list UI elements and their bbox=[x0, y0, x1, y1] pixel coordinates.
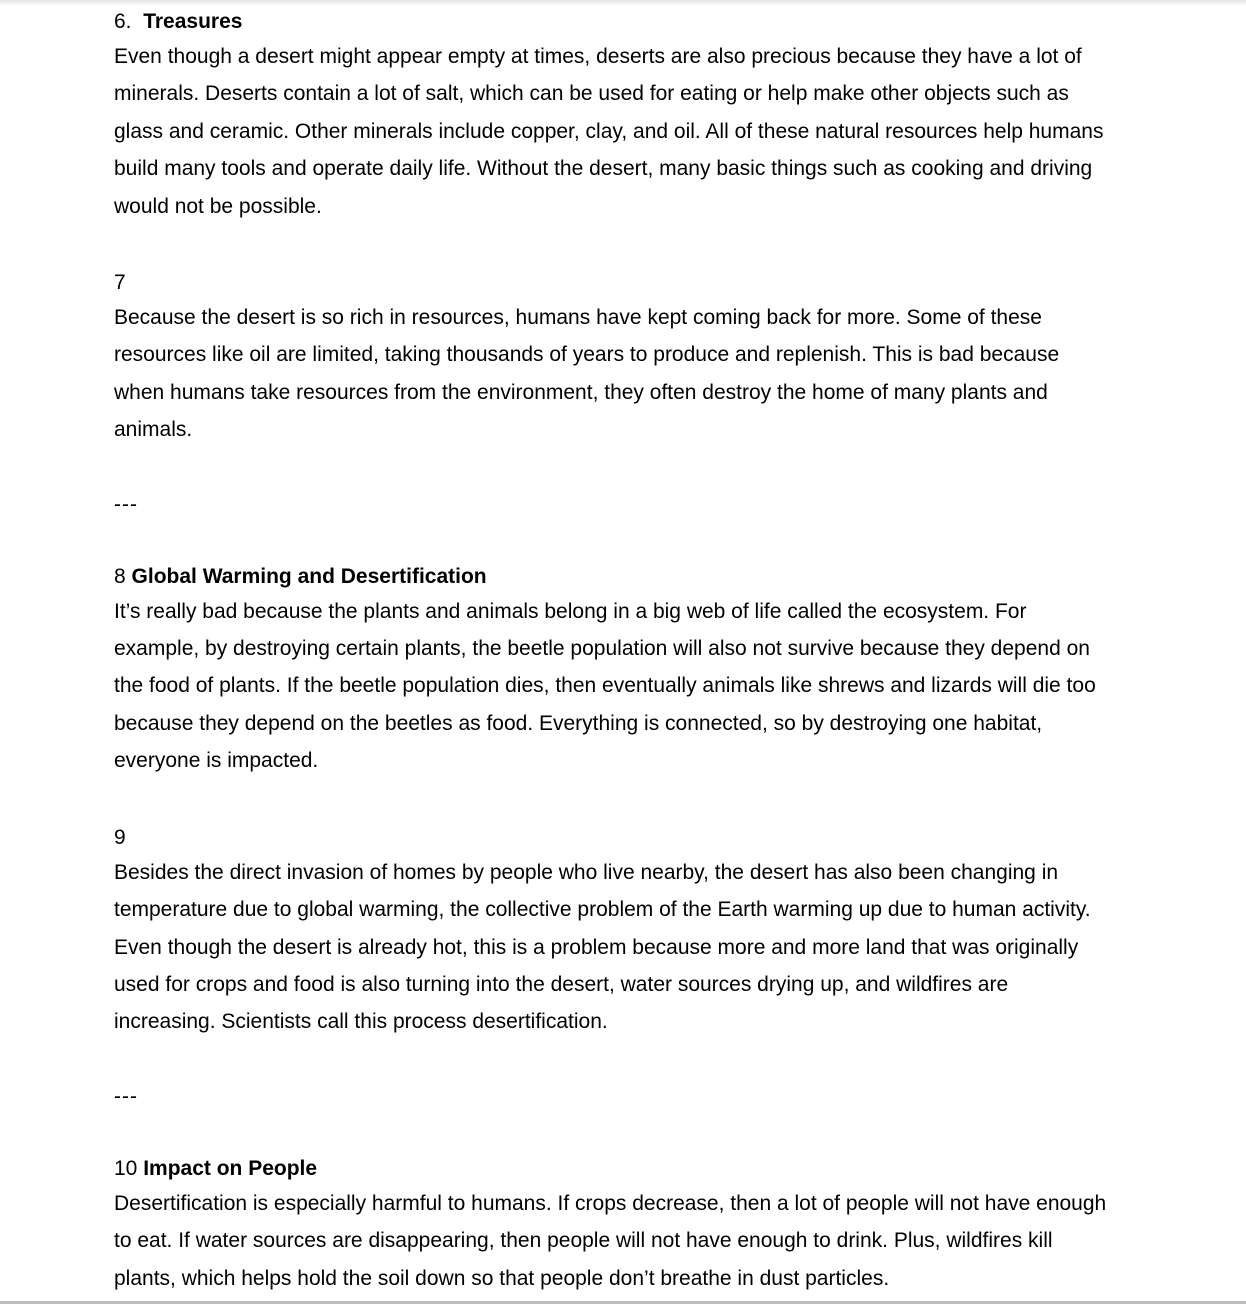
section-body: Even though a desert might appear empty at times, deserts are also precious because they have a lot of minerals. Deserts contain a lot of salt, which can be used for eating or help make other objects such as glass and ceramic. Other minerals include copper, clay, and oil. All of these natural resources help humans build many tools and operate daily life. Without the desert, many basic things such as cooking and driving would not be possible. bbox=[114, 45, 1104, 218]
section-heading bbox=[114, 1153, 1114, 1185]
section-number: 6. bbox=[114, 10, 132, 33]
section-body: Besides the direct invasion of homes by people who live nearby, the desert has also been changing in temperature due to global warming, the collective problem of the Earth warming up due to human activity. Even though the desert is already hot, this is a problem because more and more land that was originally used for crops and food is also turning into the desert, water sources drying up, and wildfires are increasing. Scientists call this process desertification. bbox=[114, 860, 1091, 1034]
section-number: 9 bbox=[114, 825, 126, 849]
section-body: Because the desert is so rich in resources, humans have kept coming back for more. Some of these resources like oil are limited, taking thousands of years to produce and replenish. This is bad because when humans take resources from the environment, they often destroy the home of many plants and animals. bbox=[114, 306, 1060, 442]
section-heading bbox=[114, 6, 1114, 38]
section-number: 10 bbox=[114, 1156, 138, 1180]
section-title: Impact on People bbox=[143, 1156, 318, 1180]
spacer bbox=[114, 225, 1114, 267]
section-title: Global Warming and Desertification bbox=[131, 564, 487, 588]
spacer bbox=[114, 449, 1114, 489]
section-title: Treasures bbox=[143, 10, 243, 33]
document-page bbox=[114, 6, 1114, 1297]
spacer bbox=[114, 1113, 1114, 1153]
spacer bbox=[114, 521, 1114, 561]
section-divider: --- bbox=[114, 1084, 138, 1108]
section-body: It’s really bad because the plants and animals belong in a big web of life called the ecosystem. For example, by destroying certain plants, the beetle population will also not survive because they depend on the food of plants. If the beetle population dies, then eventually animals like shrews and lizards will die too because they depend on the beetles as food. Everything is connected, so by destroying one habitat, everyone is impacted. bbox=[114, 599, 1096, 773]
spacer bbox=[114, 1041, 1114, 1081]
section-number: 8 bbox=[114, 564, 126, 588]
section-number: 7 bbox=[114, 271, 126, 295]
section-body: Desertification is especially harmful to humans. If crops decrease, then a lot of people will not have enough to eat. If water sources are disappearing, then people will not have enough to drink. Plus, wildfires kill plants, which helps hold the soil down so that people don’t breathe in dust particles. bbox=[114, 1191, 1107, 1290]
section-divider: --- bbox=[114, 492, 138, 516]
section-heading bbox=[114, 561, 1114, 593]
spacer bbox=[114, 780, 1114, 822]
